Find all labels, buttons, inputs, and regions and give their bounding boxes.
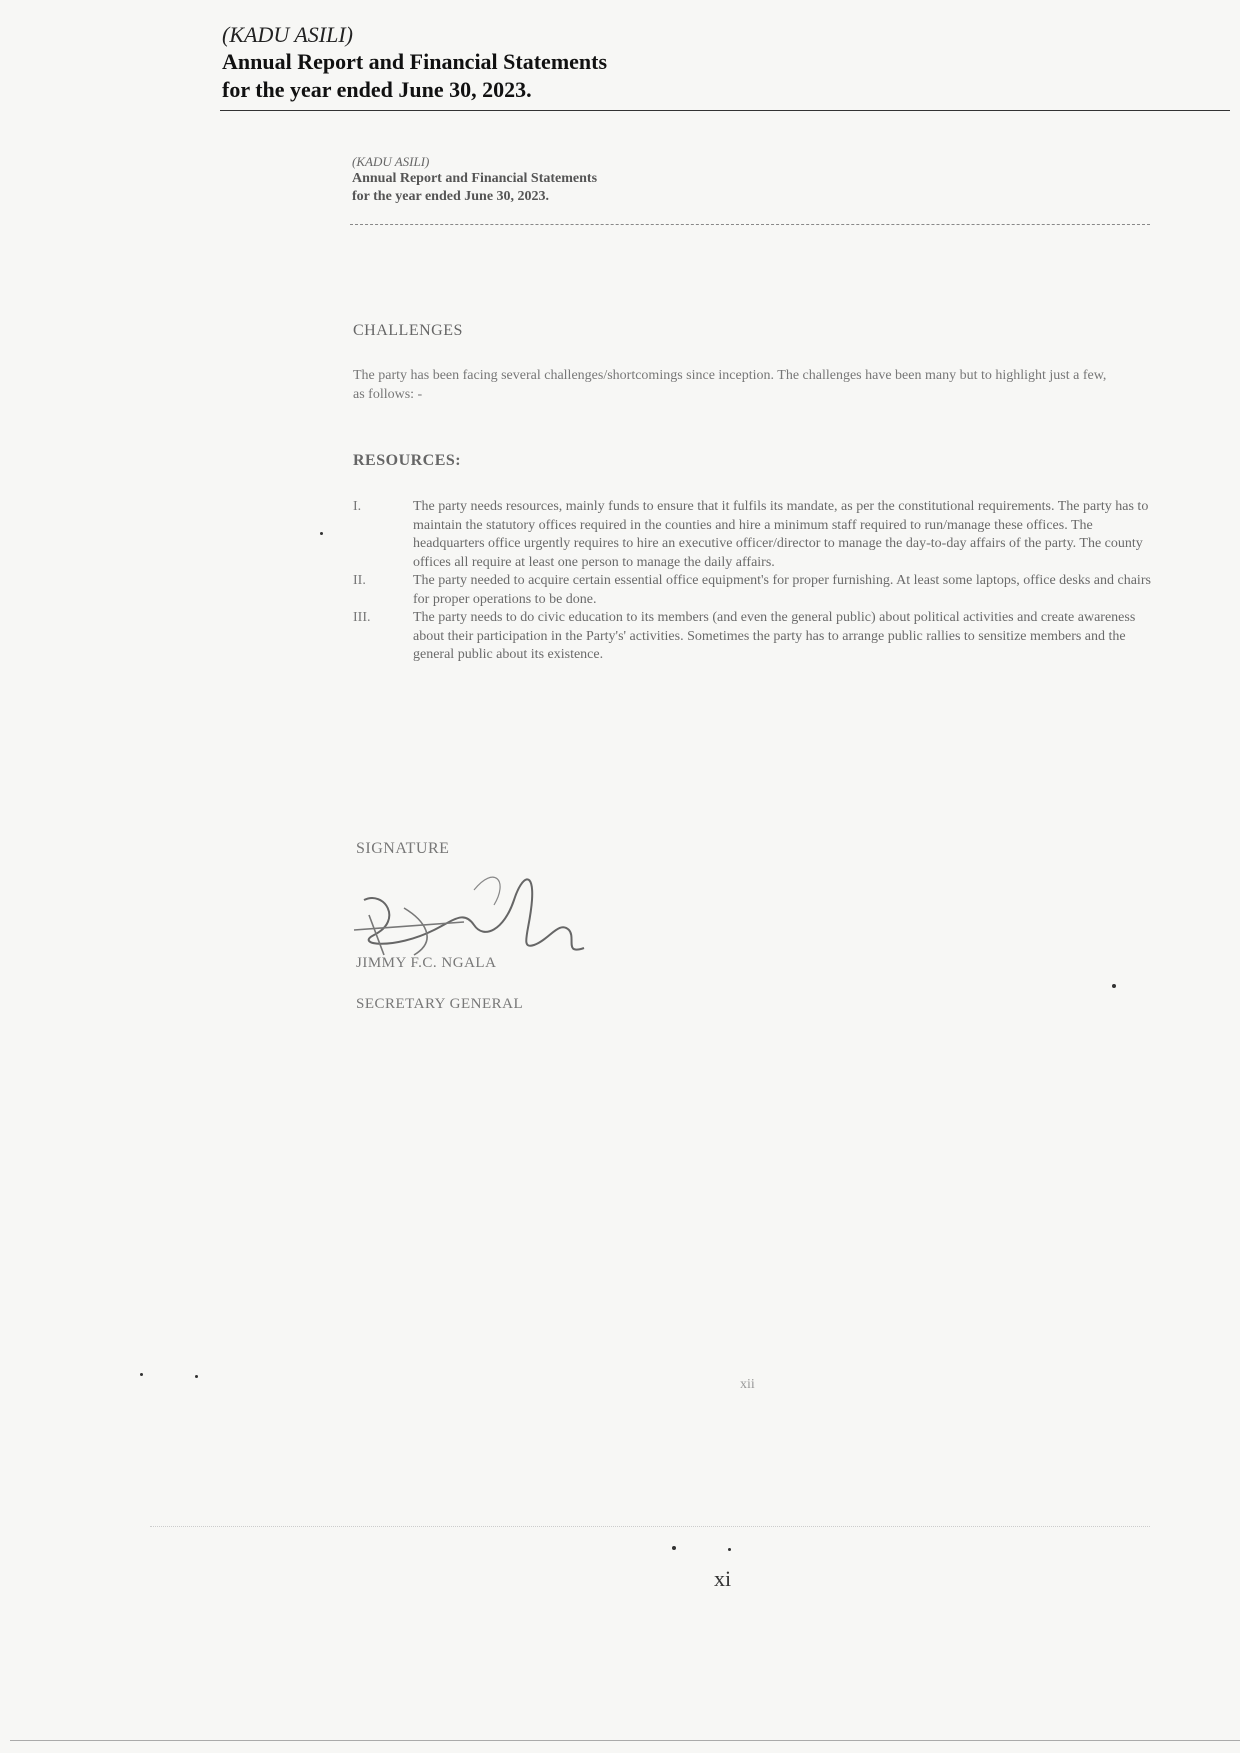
resources-heading: RESOURCES: — [353, 452, 462, 469]
header-divider — [220, 110, 1230, 111]
scan-speck — [728, 1548, 731, 1551]
organization-name: (KADU ASILI) — [222, 22, 353, 47]
signature-label: SIGNATURE — [356, 840, 450, 857]
list-item — [353, 498, 1153, 572]
scan-speck — [320, 532, 323, 535]
resources-list — [353, 498, 1153, 665]
embedded-organization-name: (KADU ASILI) — [352, 154, 430, 169]
list-item-number: III. — [353, 610, 371, 625]
handwritten-signature — [344, 860, 604, 970]
list-item-text: The party needs to do civic education to its members (and even the general public) about political activities and create awareness about their participation in the Party's' activities. Sometimes the party has to arrange public rallies to sensitize members and the general public about its existence. — [413, 610, 1136, 662]
embedded-report-period: for the year ended June 30, 2023. — [352, 189, 550, 204]
page-number: xi — [714, 1566, 732, 1591]
report-header — [222, 22, 1232, 104]
list-item — [353, 572, 1153, 609]
signatory-name: JIMMY F.C. NGALA — [356, 955, 497, 971]
list-item-number: I. — [353, 499, 362, 514]
scan-speck — [140, 1373, 143, 1376]
list-item-text: The party needed to acquire certain essential office equipment's for proper furnishing. At least some laptops, office desks and chairs for proper operations to be done. — [413, 573, 1151, 607]
list-item-number: II. — [353, 573, 366, 588]
scan-speck — [1112, 984, 1116, 988]
embedded-page-number: xii — [740, 1377, 755, 1392]
embedded-page-header — [352, 154, 1152, 206]
list-item-text: The party needs resources, mainly funds to ensure that it fulfils its mandate, as per the constitutional requirements. The party has to maintain the statutory offices required in the counties and hire a minimum staff required to run/manage these offices. The headquarters office urgently requires to hire an executive officer/director to manage the day-to-day affairs of the party. The county offices all require at least one person to manage the daily affairs. — [413, 499, 1149, 570]
embedded-footer-line — [150, 1526, 1150, 1527]
embedded-report-title: Annual Report and Financial Statements — [352, 171, 598, 186]
scan-speck — [672, 1546, 676, 1550]
list-item — [353, 609, 1153, 665]
report-period: for the year ended June 30, 2023. — [222, 77, 532, 102]
embedded-header-divider — [350, 224, 1150, 225]
scan-speck — [195, 1375, 198, 1378]
signatory-title: SECRETARY GENERAL — [356, 996, 524, 1012]
challenges-heading: CHALLENGES — [353, 322, 463, 339]
footer-divider — [10, 1740, 1240, 1741]
challenges-intro: The party has been facing several challenges/shortcomings since inception. The challenges have been many but to highlight just a few, as follows: - — [353, 368, 1107, 402]
report-title: Annual Report and Financial Statements — [222, 49, 608, 74]
